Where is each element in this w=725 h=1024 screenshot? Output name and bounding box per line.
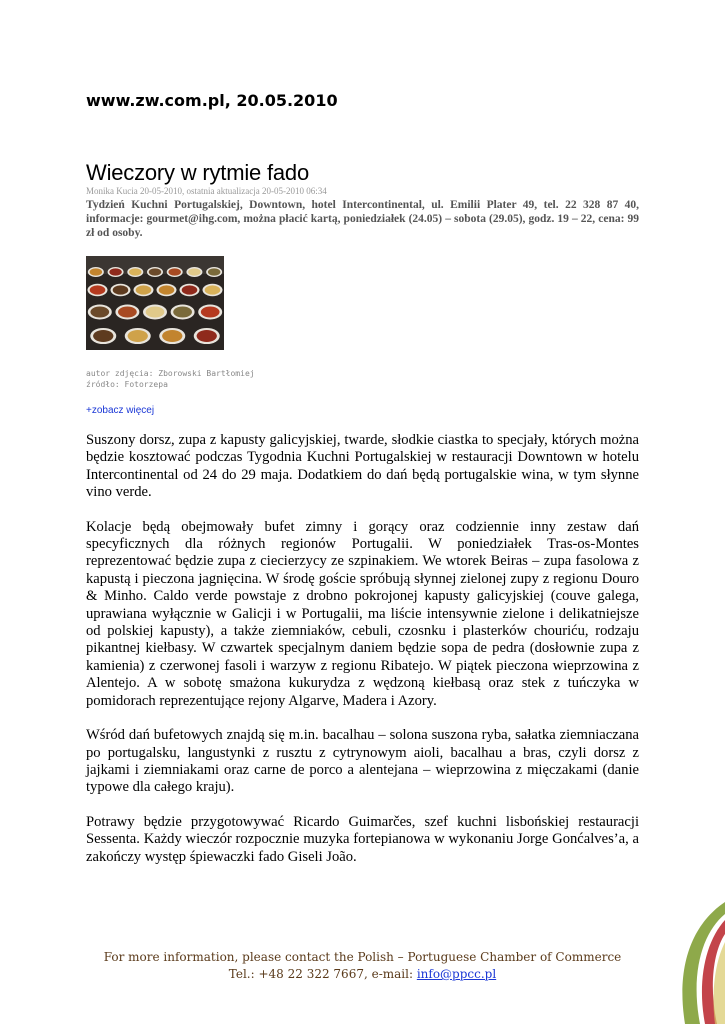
bowl-spice (113, 285, 129, 294)
paragraph-4: Potrawy będzie przygotowywać Ricardo Guimarčes, szef kuchni lisbońskiej restauracji Sessenta. Każdy wieczór rozpocznie muzyka fortepianowa w wykonaniu Jorge Gonćalves’a, a zakończy występ śpiewaczki fado Giseli João. (86, 813, 639, 865)
article-photo[interactable] (86, 256, 224, 350)
bowl-spice (128, 330, 148, 342)
photo-source: źródło: Fotorzepa (86, 380, 168, 389)
bowl-spice (136, 285, 152, 294)
bowl-spice (90, 285, 106, 294)
photo-caption (86, 368, 255, 390)
bowl-spice (90, 306, 109, 317)
bowl-spice (168, 268, 180, 275)
see-more-link[interactable]: +zobacz więcej (86, 405, 155, 416)
bowl-spice (146, 306, 165, 317)
bowl-spice (109, 268, 121, 275)
paragraph-2: Kolacje będą obejmowały bufet zimny i gorący oraz codziennie inny zestaw dań specyficznych dla różnych regionów Portugalii. W poniedziałek Tras-os-Montes reprezentować będzie zupa z ciecierzycy ze szpinakiem. We wtorek Beiras – zupa fasolowa z kapustą i pieczona jagnięcina. W środę goście spróbują słynnej zielonej zupy z regionu Douro & Minho. Caldo verde powstaje z drobno pokrojonej kapusty galicyjskiej (couve galega, uprawiana wyłącznie w Galicji i w Portugalii, ma liście intensywnie zielone i delikatniejsze od polskiej kapusty), a także ziemniaków, cebuli, czosnku i plasterków chouriću, rodzaju pikantnej kiełbasy. W czwartek specjalnym daniem będzie sopa de pedra (dosłownie zupa z kamienia) z czerwonej fasoli i warzyw z regionu Ribatejo. W piątek pieczona wieprzowina z Alentejo. A w sobotę smażona kukurydza z wędzoną kiełbasą oraz stek z tuńczyka w pomidorach reprezentujące rejony Algarve, Madera i Azory. (86, 518, 639, 709)
article-title: Wieczory w rytmie fado (86, 160, 309, 185)
bowl-spice (205, 285, 221, 294)
bowl-spice (197, 330, 217, 342)
footer-phone-email (0, 966, 725, 983)
paragraph-3: Wśród dań bufetowych znajdą się m.in. bacalhau – solona suszona ryba, sałatka ziemniaczana po portugalsku, langustynki z rusztu z cytrynowym aioli, bacalhau a bras, czyli dorsz z jajkami i ziemniakami oraz carne de porco a alentejana – wieprzowina z mięczakami (danie typowe dla całego kraju). (86, 727, 639, 796)
article-body (86, 432, 639, 883)
bowl-spice (159, 285, 175, 294)
event-info: Tydzień Kuchni Portugalskiej, Downtown, hotel Intercontinental, ul. Emilii Plater 49, tel. 22 328 87 40, informacje: gourmet@ihg.com, można płacić kartą, poniedziałek (24.05) – sobota (29.05), godz. 19 – 22, cena: 99 zł od osoby. (86, 199, 639, 239)
bowl-spice (188, 268, 200, 275)
food-bowls-image (86, 256, 224, 350)
bowl-spice (90, 268, 102, 275)
article-meta: Monika Kucia 20-05-2010, ostatnia aktualizacja 20-05-2010 06:34 (86, 186, 327, 196)
footer-contact-line: For more information, please contact the Polish – Portuguese Chamber of Commerce (103, 950, 622, 964)
bowl-spice (129, 268, 141, 275)
bowl-spice (173, 306, 192, 317)
bowl-spice (208, 268, 220, 275)
bowl-spice (118, 306, 137, 317)
footer (0, 949, 725, 983)
source-line: www.zw.com.pl, 20.05.2010 (86, 91, 338, 110)
photo-author: autor zdjęcia: Zborowski Bartłomiej (86, 369, 255, 378)
bowl-spice (201, 306, 220, 317)
footer-email-link[interactable]: info@ppcc.pl (416, 967, 497, 981)
paragraph-1: Suszony dorsz, zupa z kapusty galicyjskiej, twarde, słodkie ciastka to specjały, których można będzie kosztować podczas Tygodnia Kuchni Portugalskiej w restauracji Downtown w hotelu Intercontinental od 24 do 29 maja. Dodatkiem do dań będą portugalskie wina, w tym słynne vino verde. (86, 432, 639, 501)
chamber-logo-swoosh (645, 902, 725, 1024)
bowl-spice (182, 285, 198, 294)
footer-phone: Tel.: +48 22 322 7667, e-mail: (228, 967, 417, 981)
bowl-spice (149, 268, 161, 275)
bowl-spice (162, 330, 182, 342)
bowl-spice (93, 330, 113, 342)
